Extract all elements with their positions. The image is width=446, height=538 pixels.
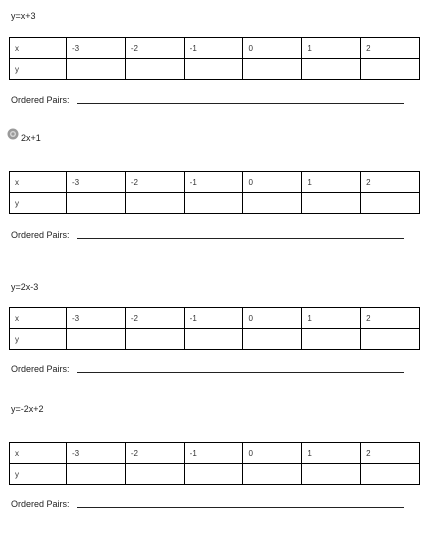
ordered-pairs-label: Ordered Pairs: — [11, 364, 70, 374]
y-header-cell: y — [10, 59, 67, 80]
x-value-cell: 2 — [361, 172, 420, 193]
y-value-cell[interactable] — [184, 59, 243, 80]
y-value-cell[interactable] — [361, 193, 420, 214]
y-value-cell[interactable] — [361, 59, 420, 80]
y-row — [10, 193, 420, 214]
y-value-cell[interactable] — [302, 464, 361, 485]
ordered-pairs-answer-line[interactable] — [77, 103, 404, 104]
y-value-cell[interactable] — [302, 193, 361, 214]
x-header-cell: x — [10, 172, 67, 193]
y-value-cell[interactable] — [125, 464, 184, 485]
x-value-cell: -1 — [184, 443, 243, 464]
x-value-cell: -2 — [125, 443, 184, 464]
x-value-cell: -3 — [67, 172, 126, 193]
value-table — [9, 307, 420, 350]
x-value-cell: -3 — [67, 443, 126, 464]
x-value-cell: 0 — [243, 308, 302, 329]
x-header-cell: x — [10, 443, 67, 464]
x-row — [10, 443, 420, 464]
x-value-cell: -2 — [125, 38, 184, 59]
ordered-pairs-label: Ordered Pairs: — [11, 95, 70, 105]
x-value-cell: 1 — [302, 172, 361, 193]
value-table — [9, 37, 420, 80]
y-value-cell[interactable] — [125, 59, 184, 80]
ordered-pairs-answer-line[interactable] — [77, 372, 404, 373]
ordered-pairs-answer-line[interactable] — [77, 238, 404, 239]
x-value-cell: -3 — [67, 38, 126, 59]
x-value-cell: -2 — [125, 172, 184, 193]
y-header-cell: y — [10, 329, 67, 350]
x-value-cell: 1 — [302, 38, 361, 59]
loading-cursor-icon — [7, 128, 19, 140]
x-value-cell: -1 — [184, 38, 243, 59]
x-value-cell: 0 — [243, 443, 302, 464]
y-value-cell[interactable] — [67, 193, 126, 214]
x-header-cell: x — [10, 38, 67, 59]
equation-label: y=-2x+2 — [11, 404, 44, 414]
value-table — [9, 171, 420, 214]
y-row — [10, 59, 420, 80]
y-row — [10, 464, 420, 485]
x-row — [10, 172, 420, 193]
value-table — [9, 442, 420, 485]
y-value-cell[interactable] — [243, 193, 302, 214]
y-value-cell[interactable] — [125, 329, 184, 350]
y-value-cell[interactable] — [184, 193, 243, 214]
y-value-cell[interactable] — [243, 329, 302, 350]
x-header-cell: x — [10, 308, 67, 329]
y-value-cell[interactable] — [243, 59, 302, 80]
y-value-cell[interactable] — [67, 59, 126, 80]
x-value-cell: 0 — [243, 172, 302, 193]
y-value-cell[interactable] — [302, 329, 361, 350]
y-value-cell[interactable] — [125, 193, 184, 214]
y-row — [10, 329, 420, 350]
y-value-cell[interactable] — [67, 329, 126, 350]
x-value-cell: 2 — [361, 38, 420, 59]
equation-label: 2x+1 — [21, 133, 41, 143]
y-value-cell[interactable] — [243, 464, 302, 485]
y-header-cell: y — [10, 193, 67, 214]
x-value-cell: 1 — [302, 443, 361, 464]
x-value-cell: -1 — [184, 172, 243, 193]
ordered-pairs-answer-line[interactable] — [77, 507, 404, 508]
y-value-cell[interactable] — [67, 464, 126, 485]
x-row — [10, 38, 420, 59]
y-value-cell[interactable] — [361, 329, 420, 350]
x-row — [10, 308, 420, 329]
y-value-cell[interactable] — [361, 464, 420, 485]
y-value-cell[interactable] — [184, 464, 243, 485]
x-value-cell: -2 — [125, 308, 184, 329]
x-value-cell: -1 — [184, 308, 243, 329]
y-value-cell[interactable] — [184, 329, 243, 350]
x-value-cell: 2 — [361, 443, 420, 464]
x-value-cell: 2 — [361, 308, 420, 329]
y-value-cell[interactable] — [302, 59, 361, 80]
x-value-cell: 1 — [302, 308, 361, 329]
ordered-pairs-label: Ordered Pairs: — [11, 499, 70, 509]
x-value-cell: 0 — [243, 38, 302, 59]
y-header-cell: y — [10, 464, 67, 485]
equation-label: y=x+3 — [11, 11, 36, 21]
ordered-pairs-label: Ordered Pairs: — [11, 230, 70, 240]
equation-label: y=2x-3 — [11, 282, 39, 292]
x-value-cell: -3 — [67, 308, 126, 329]
